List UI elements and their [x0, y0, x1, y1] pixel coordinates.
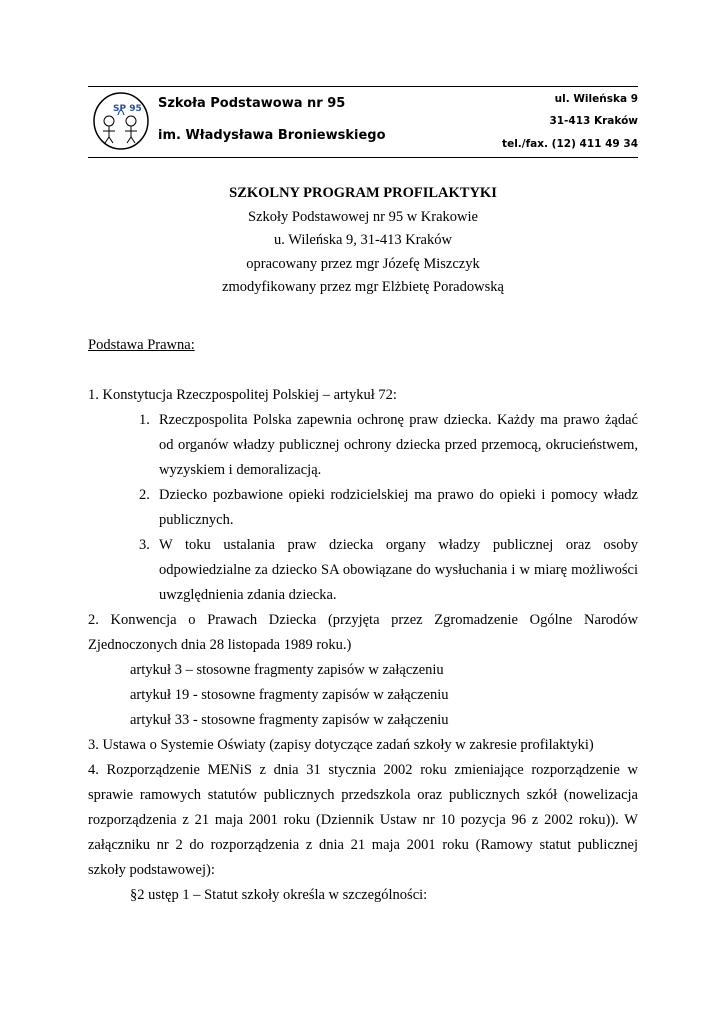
- address-phone: tel./fax. (12) 411 49 34: [502, 138, 638, 150]
- letterhead-top-rule: [88, 86, 638, 87]
- item2-article: artykuł 33 - stosowne fragmenty zapisów w załączeniu: [130, 712, 449, 728]
- item1-heading: 1. Konstytucja Rzeczpospolitej Polskiej – artykuł 72:: [88, 387, 397, 403]
- address-street: ul. Wileńska 9: [554, 93, 638, 105]
- title-block: [88, 182, 638, 300]
- item4: 4. Rozporządzenie MENiS z dnia 31 stycznia 2002 roku zmieniające rozporządzenie w sprawie ramowych statutów publicznych przedszkola oraz publicznych szkół (nowelizacja rozporządzenia z 21 maja 2001 roku (Dziennik Ustaw nr 10 pozycja 96 z 2002 roku)). W załączniku nr 2 do rozporządzenia z dnia 21 maja 2001 roku (Ramowy statut publicznej szkoły podstawowej):: [88, 762, 638, 878]
- document-body: [88, 333, 638, 908]
- list-item: 1. Rzeczpospolita Polska zapewnia ochronę praw dziecka. Każdy ma prawo żądać od organów władzy publicznej ochrony dziecka przed przemocą, okrucieństwem, wyzyskiem i demoralizacją.: [139, 412, 638, 478]
- title-modifier: zmodyfikowany przez mgr Elżbietę Poradowską: [222, 279, 504, 295]
- section-label: Podstawa Prawna:: [88, 337, 195, 353]
- document-title: SZKOLNY PROGRAM PROFILAKTYKI: [229, 185, 497, 201]
- item2-article: artykuł 19 - stosowne fragmenty zapisów w załączeniu: [130, 687, 449, 703]
- title-author: opracowany przez mgr Józefę Miszczyk: [246, 255, 480, 272]
- list-item: 2. Dziecko pozbawione opieki rodzicielskiej ma prawo do opieki i pomocy władz publicznych.: [139, 487, 638, 528]
- item2: 2. Konwencja o Prawach Dziecka (przyjęta przez Zgromadzenie Ogólne Narodów Zjednoczonych dnia 28 listopada 1989 roku.): [88, 612, 638, 653]
- school-patron: im. Władysława Broniewskiego: [158, 128, 386, 143]
- logo-text: SP 95: [113, 104, 142, 114]
- list-item: 3. W toku ustalania praw dziecka organy władzy publicznej oraz osoby odpowiedzialne za dziecko SA obowiązane do wysłuchania i w miarę możliwości uwzględnienia zdania dziecka.: [139, 537, 638, 603]
- item1-sublist: [88, 408, 638, 608]
- item3: 3. Ustawa o Systemie Oświaty (zapisy dotyczące zadań szkoły w zakresie profilaktyki): [88, 737, 594, 753]
- item4-paragraph: §2 ustęp 1 – Statut szkoły określa w szczególności:: [130, 887, 428, 903]
- address-city: 31-413 Kraków: [549, 115, 638, 127]
- school-logo: [92, 91, 150, 151]
- letterhead-bottom-rule: [88, 157, 638, 158]
- school-name: Szkoła Podstawowa nr 95: [158, 96, 346, 111]
- title-school: Szkoły Podstawowej nr 95 w Krakowie: [248, 208, 478, 225]
- item2-article: artykuł 3 – stosowne fragmenty zapisów w załączeniu: [130, 662, 444, 678]
- title-address: u. Wileńska 9, 31-413 Kraków: [274, 232, 452, 248]
